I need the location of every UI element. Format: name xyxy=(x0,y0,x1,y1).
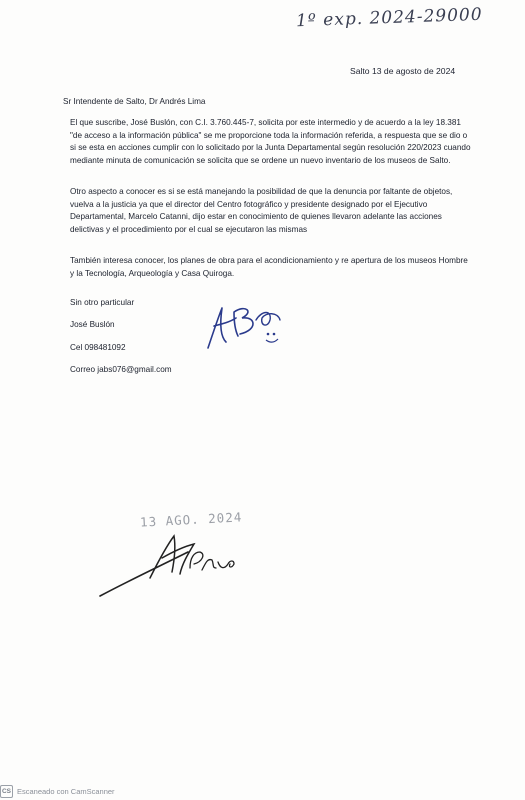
handwritten-signature xyxy=(200,290,290,360)
reception-date-stamp: 13 AGO. 2024 xyxy=(139,509,243,530)
signer-name: José Buslón xyxy=(70,320,115,329)
signer-email: Correo jabs076@gmail.com xyxy=(70,365,172,374)
signer-phone: Cel 098481092 xyxy=(70,343,126,352)
paragraph-request: El que suscribe, José Buslón, con C.I. 3.760.445-7, solicita por este intermedio y de acuerdo a la ley 18.381 "de acceso a la información pública" se me proporcione toda la información referida, a respuesta que se dio o si se esta en acciones cumplir con lo solicitado por la Junta Departamental según resolución 220/2023 cuando mediante minuta de comunicación se solicita que se ordene un nuevo inventario de los museos de Salto. xyxy=(70,118,471,165)
scanner-label: Escaneado con CamScanner xyxy=(17,786,115,796)
paragraph-complaint: Otro aspecto a conocer es si se está manejando la posibilidad de que la denuncia por faltante de objetos, vuelva a la justicia ya que el director del Centro fotográfico y presidente designado por el Ejecutivo Departamental, Marcelo Catanni, dijo estar en conocimiento de quienes llevaron adelante las acciones delictivas y el procedimiento por el cual se ejecutaron las mismas xyxy=(70,187,453,234)
scanner-footer xyxy=(0,784,115,798)
salutation: Sr Intendente de Salto, Dr Andrés Lima xyxy=(63,97,206,106)
handwritten-reference-number: 1º exp. 2024-29000 xyxy=(295,4,483,32)
reception-initials-signature xyxy=(90,528,260,603)
closing-line: Sin otro particular xyxy=(70,298,135,307)
letter-date: Salto 13 de agosto de 2024 xyxy=(350,66,456,76)
camscanner-logo-icon: CS xyxy=(0,785,13,798)
paragraph-museums: También interesa conocer, los planes de obra para el acondicionamiento y re apertura de los museos Hombre y la Tecnología, Arqueología y Casa Quiroga. xyxy=(70,256,468,278)
